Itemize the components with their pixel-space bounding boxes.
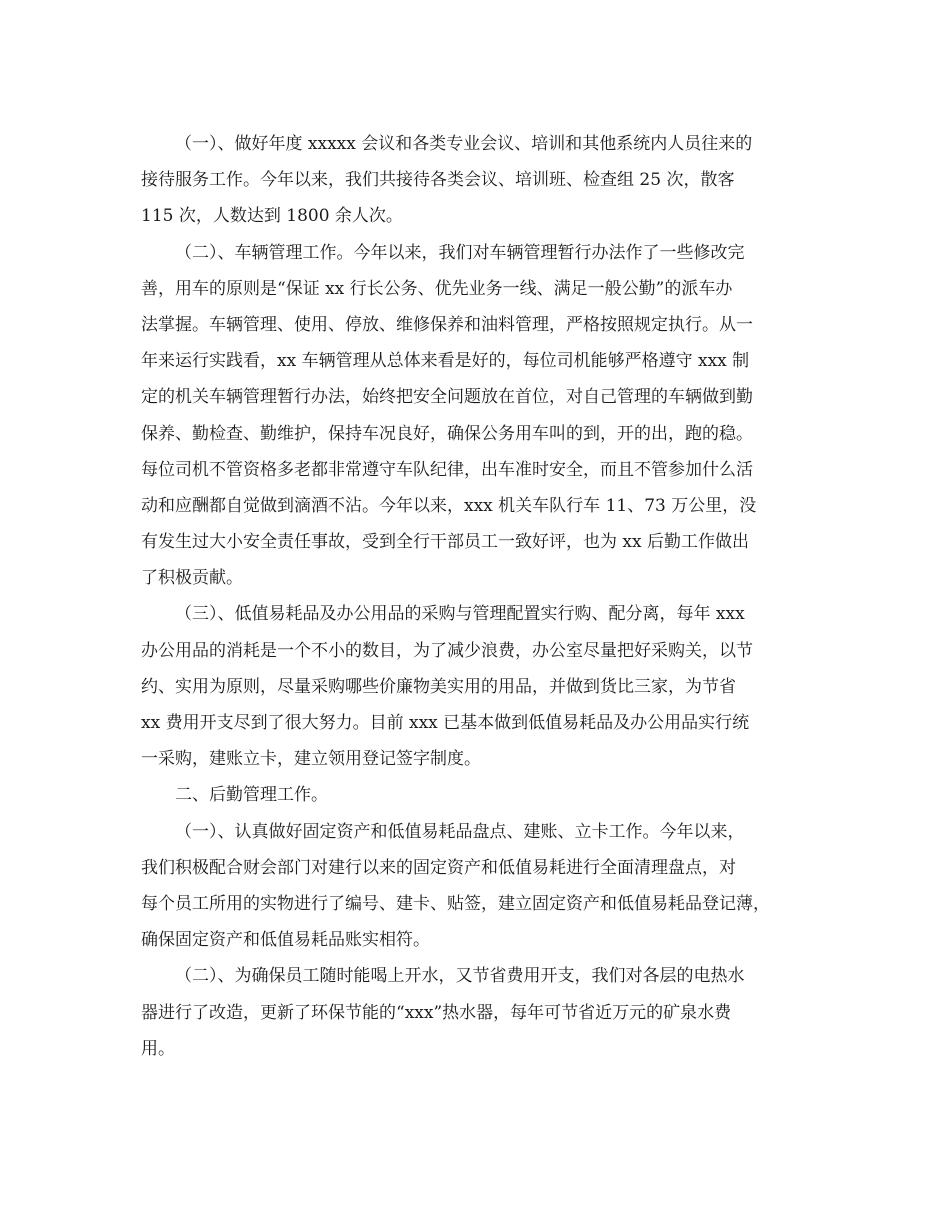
text-line: 一采购，建账立卡，建立领用登记签字制度。: [141, 749, 481, 770]
text-line: 善，用车的原则是“保证 xx 行长公务、优先业务一线、满足一般公勤”的派车办: [141, 278, 733, 299]
text-line: 接待服务工作。今年以来，我们共接待各类会议、培训班、检查组 25 次，散客: [141, 170, 735, 191]
text-line: 器进行了改造，更新了环保节能的“xxx”热水器，每年可节省近万元的矿泉水费: [141, 1002, 732, 1023]
text-line: 办公用品的消耗是一个不小的数目，为了减少浪费，办公室尽量把好采购关，以节: [141, 640, 753, 661]
text-line: 动和应酬都自觉做到滴酒不沾。今年以来，xxx 机关车队行车 11、73 万公里，没: [141, 495, 757, 516]
text-line: （二）、为确保员工随时能喝上开水，又节省费用开支，我们对各层的电热水: [175, 966, 745, 987]
text-line: 保养、勤检查、勤维护，保持车况良好，确保公务用车叫的到，开的出，跑的稳。: [141, 423, 753, 444]
text-line: 用。: [141, 1038, 175, 1059]
text-line: 定的机关车辆管理暂行办法，始终把安全问题放在首位，对自己管理的车辆做到勤: [141, 387, 753, 408]
text-line: （二）、车辆管理工作。今年以来，我们对车辆管理暂行办法作了一些修改完: [175, 242, 745, 263]
text-line: 每个员工所用的实物进行了编号、建卡、贴签，建立固定资产和低值易耗品登记薄，: [141, 893, 770, 914]
text-line: 确保固定资产和低值易耗品账实相符。: [141, 930, 430, 951]
text-line: （一）、认真做好固定资产和低值易耗品盘点、建账、立卡工作。今年以来，: [175, 821, 745, 842]
text-line: 每位司机不管资格多老都非常遵守车队纪律，出车准时安全，而且不管参加什么活: [141, 459, 753, 480]
text-line: （一）、做好年度 xxxxx 会议和各类专业会议、培训和其他系统内人员往来的: [175, 134, 753, 154]
text-line: 二、后勤管理工作。: [175, 785, 328, 806]
text-line: 年来运行实践看，xx 车辆管理从总体来看是好的，每位司机能够严格遵守 xxx 制: [141, 351, 750, 372]
text-line: 我们积极配合财会部门对建行以来的固定资产和低值易耗进行全面清理盘点，对: [141, 857, 736, 878]
text-line: 了积极贡献。: [141, 568, 243, 589]
text-line: 有发生过大小安全责任事故，受到全行干部员工一致好评，也为 xx 后勤工作做出: [141, 532, 749, 553]
text-line: 约、实用为原则，尽量采购哪些价廉物美实用的用品，并做到货比三家，为节省: [141, 676, 736, 697]
text-line: 115 次，人数达到 1800 余人次。: [141, 206, 403, 227]
text-line: （三）、低值易耗品及办公用品的采购与管理配置实行购、配分离，每年 xxx: [175, 604, 745, 625]
document-body: [141, 126, 821, 1067]
text-line: xx 费用开支尽到了很大努力。目前 xxx 已基本做到低值易耗品及办公用品实行统: [141, 713, 750, 733]
text-line: 法掌握。车辆管理、使用、停放、维修保养和油料管理，严格按照规定执行。从一: [141, 314, 753, 335]
